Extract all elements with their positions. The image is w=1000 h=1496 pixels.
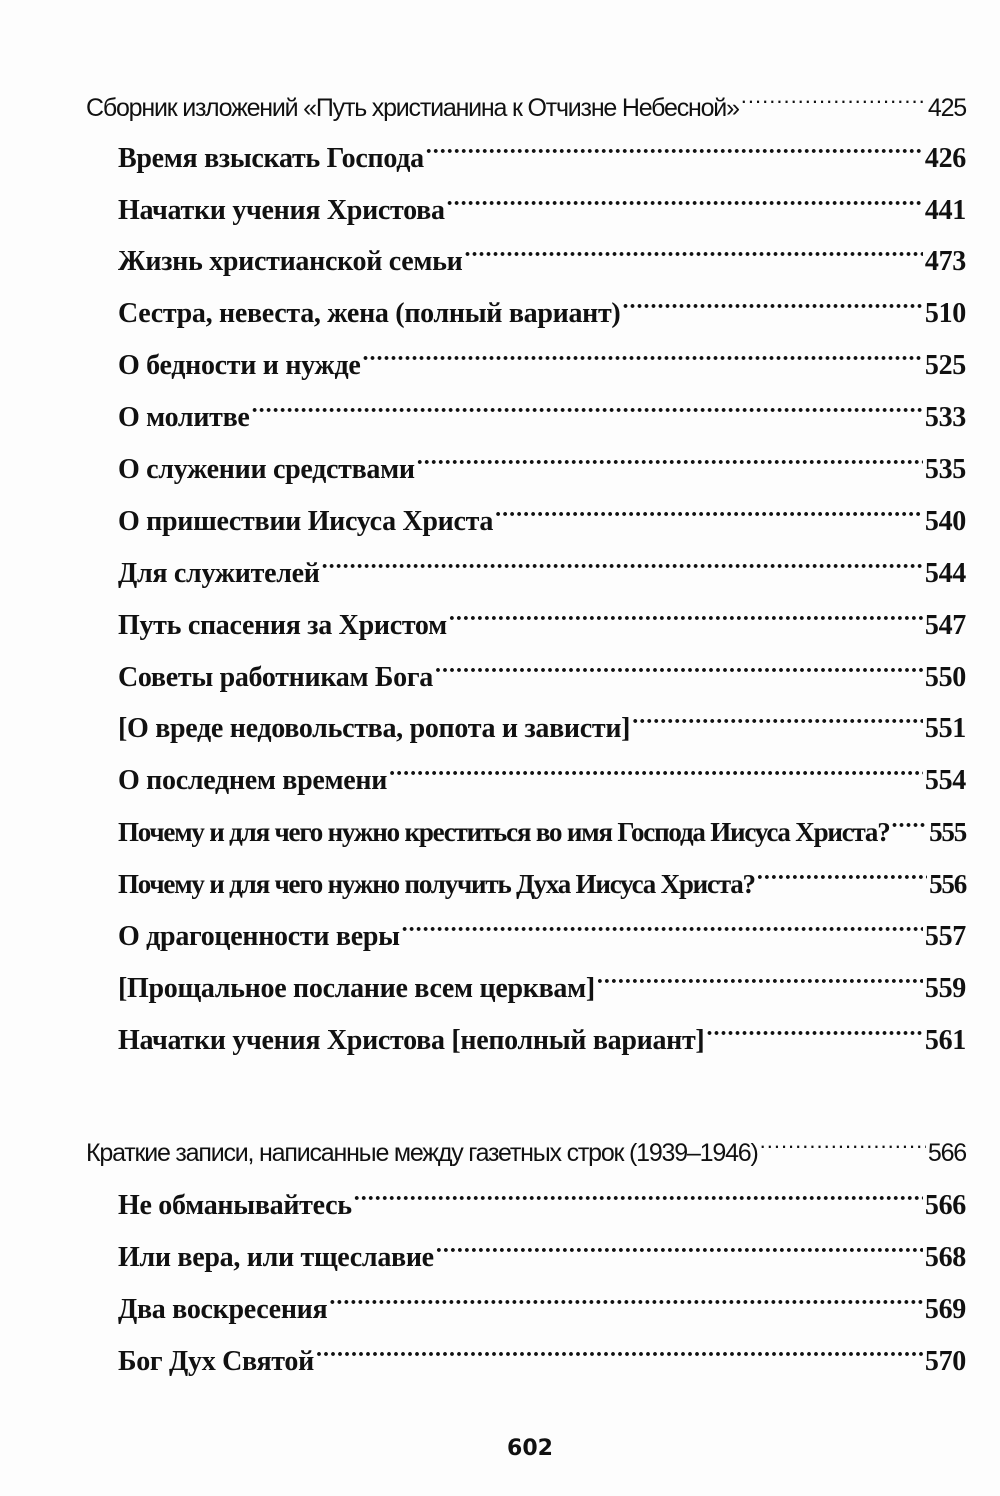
toc-entry (118, 1226, 966, 1273)
toc-entry-page: 570 (924, 1346, 966, 1377)
toc-dot-leader (597, 957, 923, 997)
toc-entry-page: 561 (924, 1025, 966, 1056)
toc-dot-leader (447, 179, 923, 219)
toc-heading-title: Краткие записи, написанные между газетных строк (1939–1946) (86, 1139, 758, 1167)
toc-entry (118, 282, 966, 329)
toc-entry-title: О последнем времени (118, 765, 388, 796)
toc-entry-title: О молитве (118, 402, 250, 433)
toc-dot-leader (329, 1278, 923, 1318)
toc-entry (118, 542, 966, 589)
toc-entry-title: О драгоценности веры (118, 921, 400, 952)
toc-entry (118, 386, 966, 433)
toc-entry-page: 525 (924, 350, 966, 381)
toc-entry (118, 490, 966, 537)
toc-entry-title: Начатки учения Христова [неполный вариант] (118, 1025, 705, 1056)
toc-dot-leader (316, 1330, 923, 1370)
toc-dot-leader (706, 1009, 922, 1049)
toc-entry-title: Для служителей (118, 558, 320, 589)
toc-entry-title: Бог Дух Святой (118, 1346, 314, 1377)
toc-entry-page: 547 (924, 610, 966, 641)
toc-entry-page: 426 (924, 143, 966, 174)
toc-entry-page: 441 (924, 195, 966, 226)
toc-entry-page: 566 (924, 1190, 966, 1221)
toc-entry (118, 697, 966, 744)
toc-entry-page: 540 (924, 506, 966, 537)
toc-entry-title: Почему и для чего нужно получить Духа Иисуса Христа? (118, 869, 755, 899)
toc-entry-page: 533 (924, 402, 966, 433)
toc-entry-title: О пришествии Иисуса Христа (118, 506, 494, 537)
toc-entry-page: 568 (924, 1242, 966, 1273)
toc-entry-page: 550 (924, 662, 966, 693)
toc-entry (118, 594, 966, 641)
toc-entry (118, 749, 966, 796)
toc-dot-leader (354, 1174, 923, 1214)
toc-entry-page: 544 (924, 558, 966, 589)
toc-entry-page: 551 (924, 713, 966, 744)
toc-entry-page: 569 (924, 1294, 966, 1325)
toc-entry-page: 510 (924, 298, 966, 329)
toc-entry-page: 556 (929, 869, 966, 899)
toc-entry (118, 853, 966, 899)
toc-dot-leader (389, 749, 923, 789)
toc-entry-title: Два воскресения (118, 1294, 328, 1325)
toc-dot-leader (622, 282, 922, 322)
toc-dot-leader (757, 853, 927, 893)
toc-dot-leader (465, 230, 923, 270)
toc-dot-leader (449, 594, 923, 634)
toc-entry-page: 557 (924, 921, 966, 952)
toc-entry (118, 957, 966, 1004)
toc-entry-page: 554 (924, 765, 966, 796)
toc-entry (118, 438, 966, 485)
toc-entry-title: Жизнь христианской семьи (118, 246, 463, 277)
toc-entry-title: [Прощальное послание всем церквам] (118, 973, 595, 1004)
toc-dot-leader (417, 438, 923, 478)
toc-entry (118, 1009, 966, 1056)
toc-entry-title: О бедности и нужде (118, 350, 361, 381)
toc-dot-leader (435, 646, 923, 686)
toc-entry-page: 535 (924, 454, 966, 485)
toc-entry (118, 334, 966, 381)
toc-section-heading (86, 1121, 966, 1167)
toc-entry-title: Путь спасения за Христом (118, 610, 447, 641)
toc-entry-title: О служении средствами (118, 454, 415, 485)
toc-heading-title: Сборник изложений «Путь христианина к Отчизне Небесной» (86, 94, 739, 122)
toc-entry-title: Время взыскать Господа (118, 143, 424, 174)
toc-entry (118, 1330, 966, 1377)
toc-dot-leader (760, 1121, 926, 1161)
toc-entry (118, 1278, 966, 1325)
toc-entry (118, 646, 966, 693)
toc-entry-page: 559 (924, 973, 966, 1004)
toc-entry-page: 473 (924, 246, 966, 277)
toc-entry-page: 555 (929, 817, 966, 847)
toc-dot-leader (436, 1226, 923, 1266)
page-number: 602 (507, 1436, 553, 1461)
toc-section-heading (86, 76, 966, 122)
toc-entry-title: Начатки учения Христова (118, 195, 445, 226)
toc-heading-page: 566 (927, 1139, 966, 1167)
toc-dot-leader (322, 542, 923, 582)
toc-dot-leader (632, 697, 923, 737)
toc-entry (118, 127, 966, 174)
toc-entry-title: [О вреде недовольства, ропота и зависти] (118, 713, 631, 744)
toc-dot-leader (362, 334, 922, 374)
toc-entry (118, 905, 966, 952)
toc-entry (118, 230, 966, 277)
toc-dot-leader (495, 490, 923, 530)
toc-entry-title: Или вера, или тщеславие (118, 1242, 434, 1273)
toc-entry (118, 1174, 966, 1221)
toc-dot-leader (402, 905, 923, 945)
toc-dot-leader (892, 801, 928, 841)
toc-dot-leader (426, 127, 923, 167)
toc-entry (118, 801, 966, 847)
toc-entry (118, 179, 966, 226)
toc-dot-leader (741, 76, 926, 116)
toc-entry-title: Советы работникам Бога (118, 662, 433, 693)
toc-entry-title: Сестра, невеста, жена (полный вариант) (118, 298, 621, 329)
toc-entry-title: Почему и для чего нужно креститься во имя Господа Иисуса Христа? (118, 817, 890, 847)
toc-dot-leader (252, 386, 923, 426)
toc-heading-page: 425 (927, 94, 966, 122)
toc-entry-title: Не обманывайтесь (118, 1190, 352, 1221)
